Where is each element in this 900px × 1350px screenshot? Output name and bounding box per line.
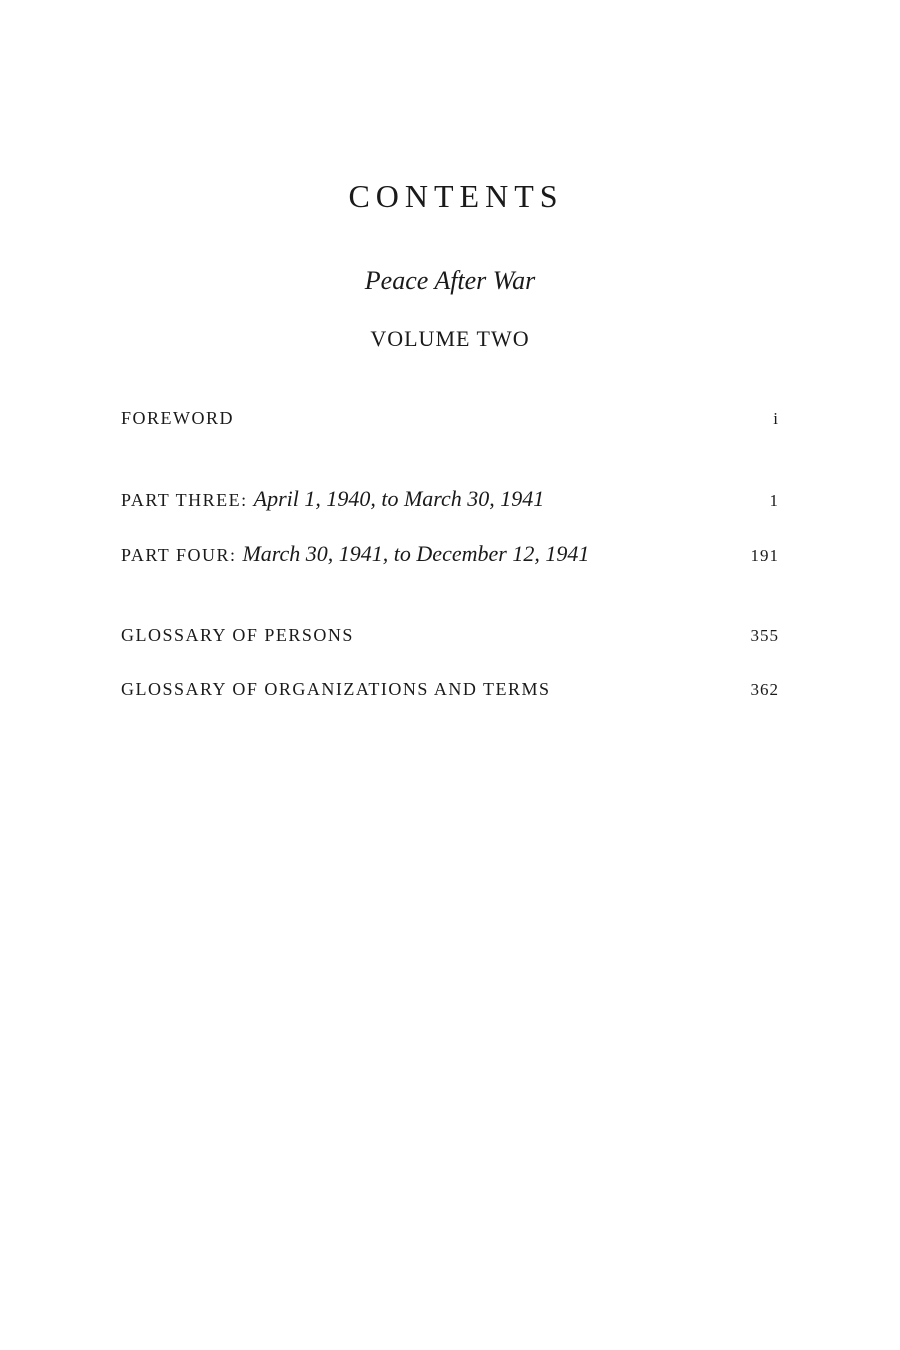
- toc-entry-glossary-persons[interactable]: [121, 625, 779, 646]
- toc-entry-page-number: 362: [750, 680, 779, 699]
- toc-entry-label: [121, 679, 551, 700]
- book-title: Peace After War: [364, 266, 536, 295]
- toc-entry-title: GLOSSARY OF PERSONS: [121, 625, 354, 645]
- toc-entry-glossary-organizations[interactable]: [121, 679, 779, 700]
- toc-entry-label: [121, 541, 589, 567]
- toc-entry-title: PART FOUR:: [121, 545, 237, 565]
- toc-entry-title: PART THREE:: [121, 490, 248, 510]
- toc-entry-page-number: i: [773, 409, 779, 428]
- toc-entry-foreword[interactable]: [121, 408, 779, 429]
- toc-entry-subtitle: March 30, 1941, to December 12, 1941: [242, 541, 590, 566]
- toc-entry-label: [121, 486, 544, 512]
- toc-entry-label: [121, 408, 234, 429]
- contents-heading: CONTENTS: [348, 178, 564, 214]
- toc-entry-page-number: 191: [750, 546, 779, 565]
- toc-entry-part-four[interactable]: [121, 541, 779, 567]
- volume-title: VOLUME TWO: [370, 326, 530, 351]
- toc-entry-page-number: 1: [769, 491, 779, 510]
- toc-entry-title: GLOSSARY OF ORGANIZATIONS AND TERMS: [121, 679, 551, 699]
- toc-entry-label: [121, 625, 354, 646]
- toc-entry-page-number: 355: [750, 626, 779, 645]
- toc-entry-subtitle: April 1, 1940, to March 30, 1941: [253, 486, 545, 511]
- toc-entry-title: FOREWORD: [121, 408, 235, 428]
- toc-entry-part-three[interactable]: [121, 486, 779, 512]
